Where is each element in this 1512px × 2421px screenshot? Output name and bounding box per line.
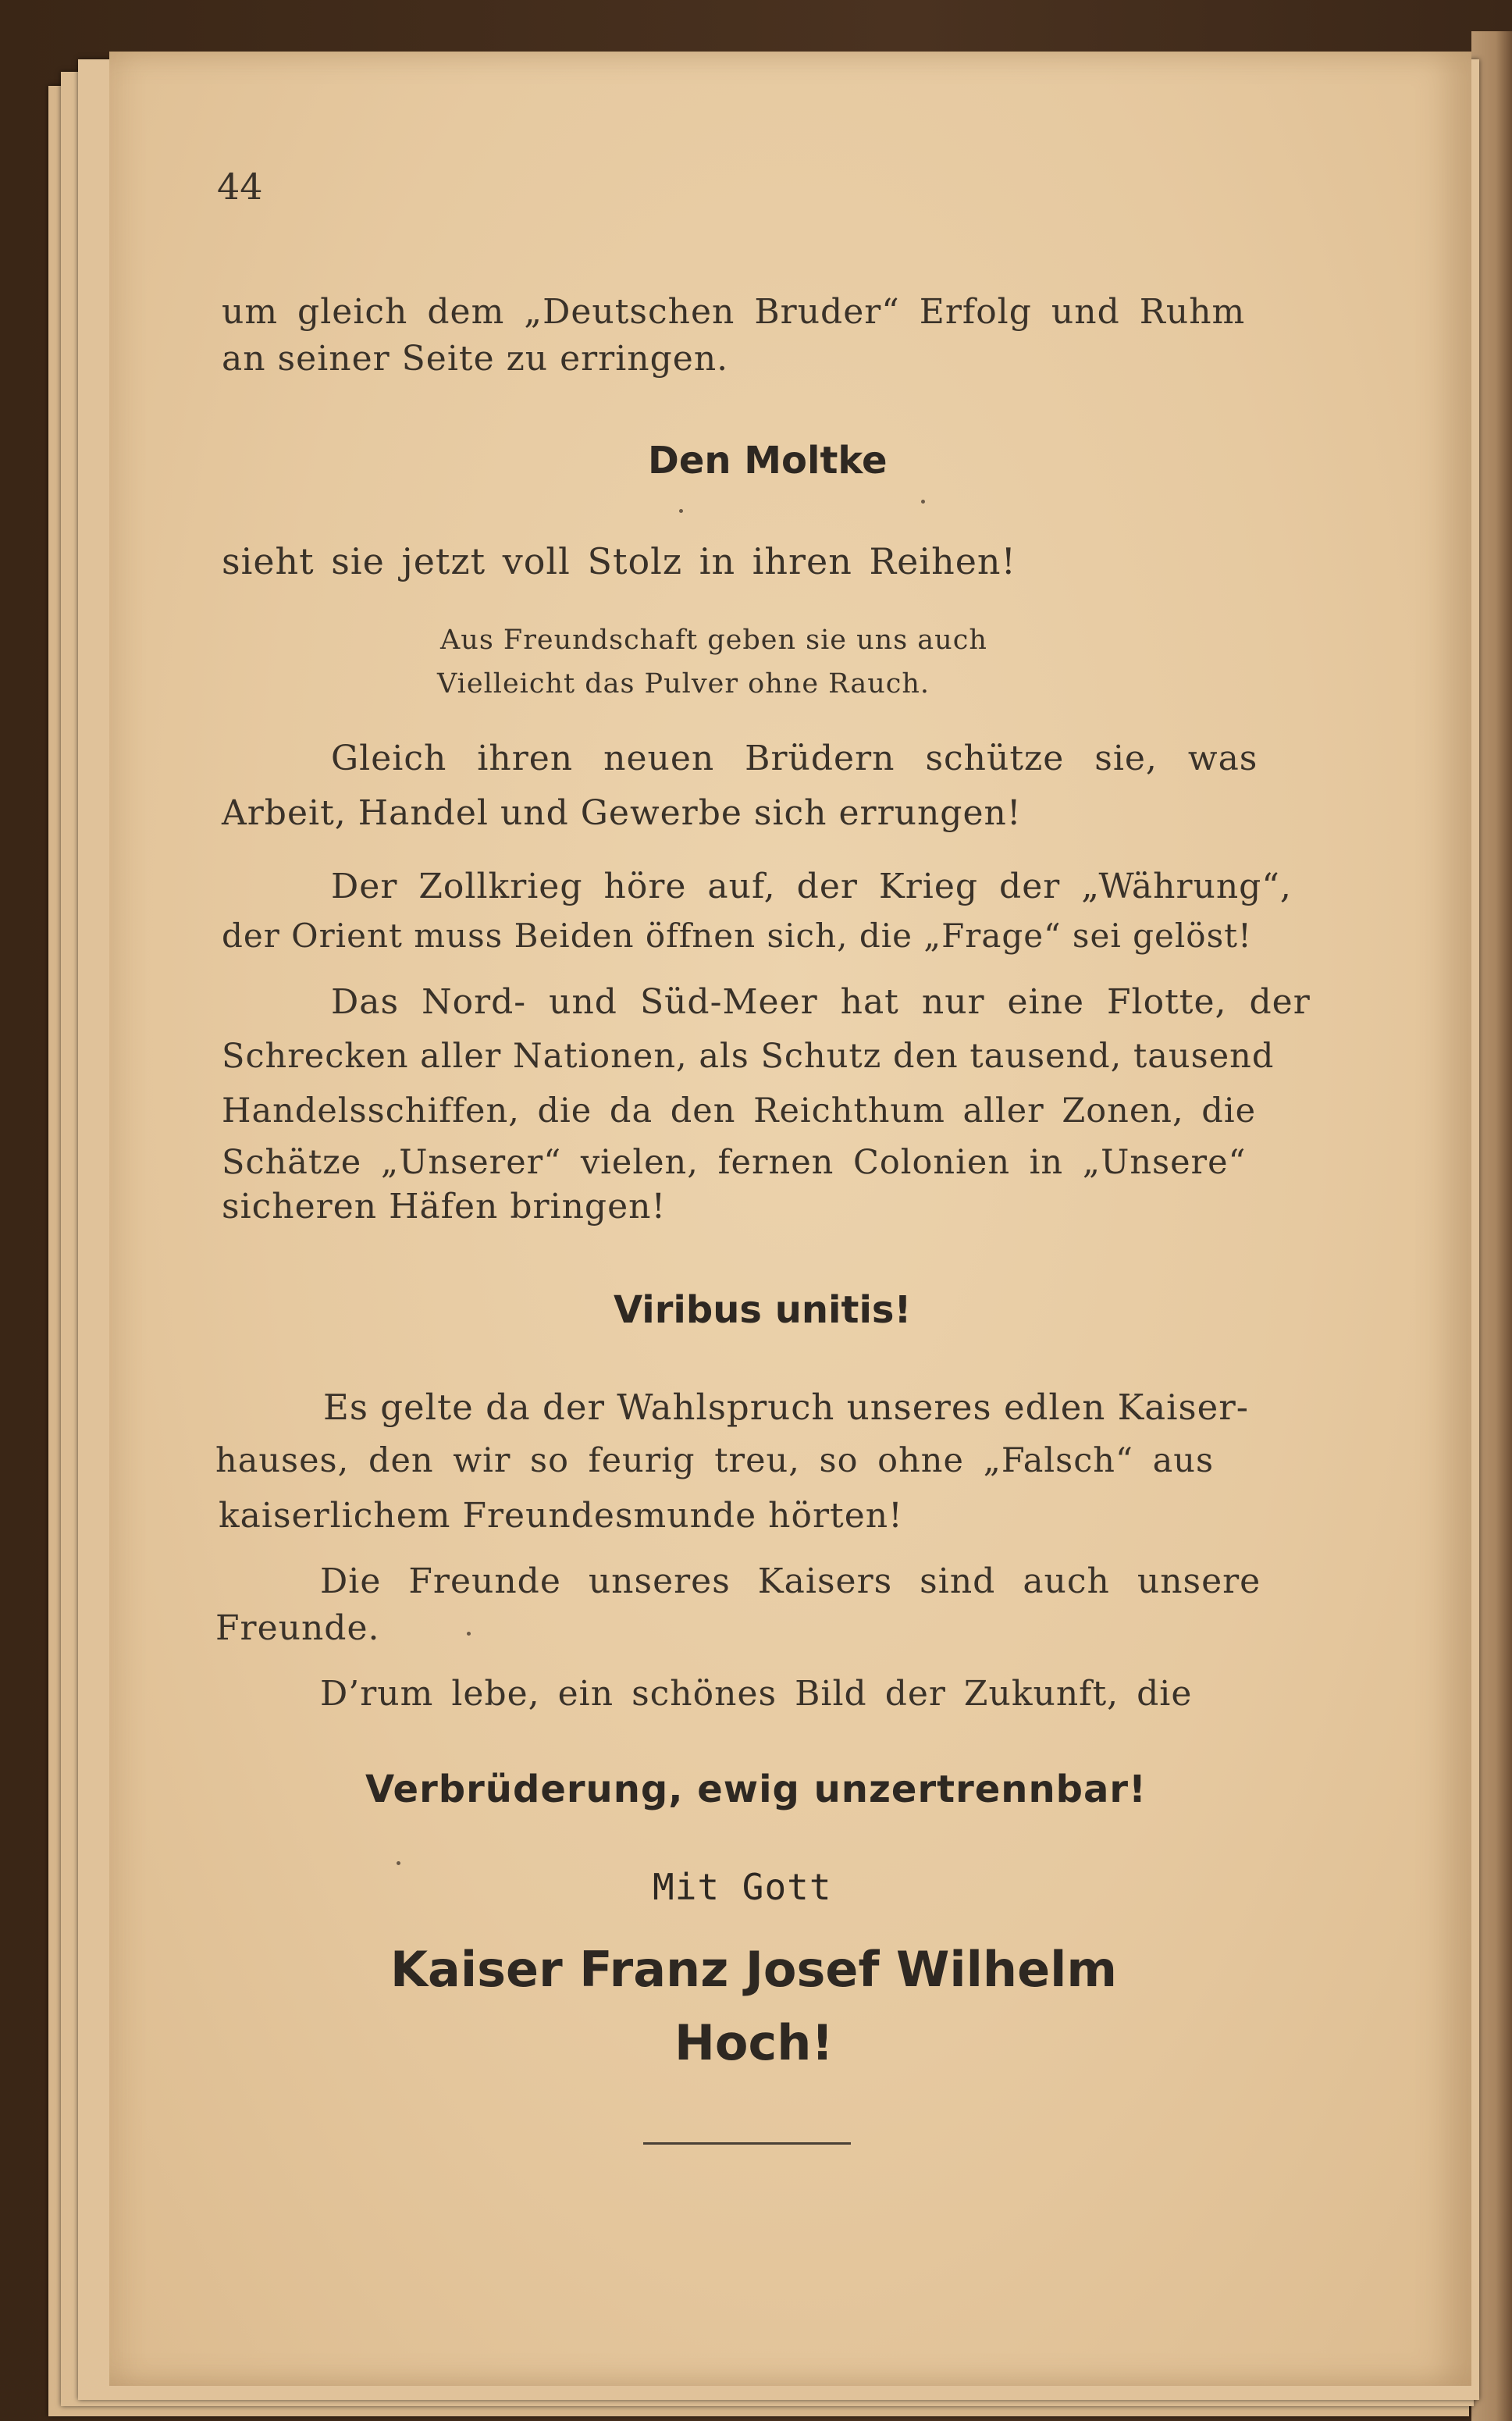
closing-rule xyxy=(643,2142,851,2145)
text-line: Das Nord- und Süd-Meer hat nur eine Flotte, der xyxy=(331,982,1311,1022)
heading-hoch: Hoch! xyxy=(674,2014,834,2071)
page-number: 44 xyxy=(217,166,263,208)
text-line: der Orient muss Beiden öffnen sich, die „Frage“ sei gelöst! xyxy=(222,917,1252,955)
text-line: Schätze „Unserer“ vielen, fernen Colonien in „Unsere“ xyxy=(222,1143,1247,1182)
text-line: um gleich dem „Deutschen Bruder“ Erfolg und Ruhm xyxy=(222,292,1246,332)
heading-viribus-unitis: Viribus unitis! xyxy=(614,1288,912,1332)
text-line: sicheren Häfen bringen! xyxy=(222,1187,667,1227)
text-line: Handelsschiffen, die da den Reichthum aller Zonen, die xyxy=(222,1091,1257,1130)
text-line: D’rum lebe, ein schönes Bild der Zukunft, die xyxy=(320,1674,1193,1714)
text-line: Gleich ihren neuen Brüdern schütze sie, was xyxy=(331,739,1258,778)
text-line: Die Freunde unseres Kaisers sind auch unsere xyxy=(320,1561,1261,1601)
heading-mit-gott: Mit Gott xyxy=(653,1866,832,1908)
heading-verbruederung: Verbrüderung, ewig unzertrennbar! xyxy=(365,1768,1147,1811)
verse-line: Vielleicht das Pulver ohne Rauch. xyxy=(437,668,930,700)
verse-line: Aus Freundschaft geben sie uns auch xyxy=(440,625,987,656)
text-line: hauses, den wir so feurig treu, so ohne „Falsch“ aus xyxy=(215,1441,1215,1480)
text-line: kaiserlichem Freundesmunde hörten! xyxy=(219,1496,903,1536)
text-line: sieht sie jetzt voll Stolz in ihren Reihen! xyxy=(222,540,1017,582)
ink-speck xyxy=(921,500,925,504)
heading-kaiser: Kaiser Franz Josef Wilhelm xyxy=(390,1941,1117,1998)
text-line: Freunde. xyxy=(215,1608,380,1648)
text-line: an seiner Seite zu erringen. xyxy=(222,339,729,379)
text-line: Der Zollkrieg höre auf, der Krieg der „Währung“, xyxy=(331,867,1292,906)
heading-moltke: Den Moltke xyxy=(648,439,888,482)
text-line: Es gelte da der Wahlspruch unseres edlen Kaiser- xyxy=(323,1387,1249,1428)
text-line: Arbeit, Handel und Gewerbe sich errungen! xyxy=(222,793,1022,833)
ink-speck xyxy=(467,1632,471,1636)
ink-speck xyxy=(679,509,683,513)
ink-speck xyxy=(397,1861,400,1865)
text-line: Schrecken aller Nationen, als Schutz den tausend, tausend xyxy=(222,1037,1275,1076)
